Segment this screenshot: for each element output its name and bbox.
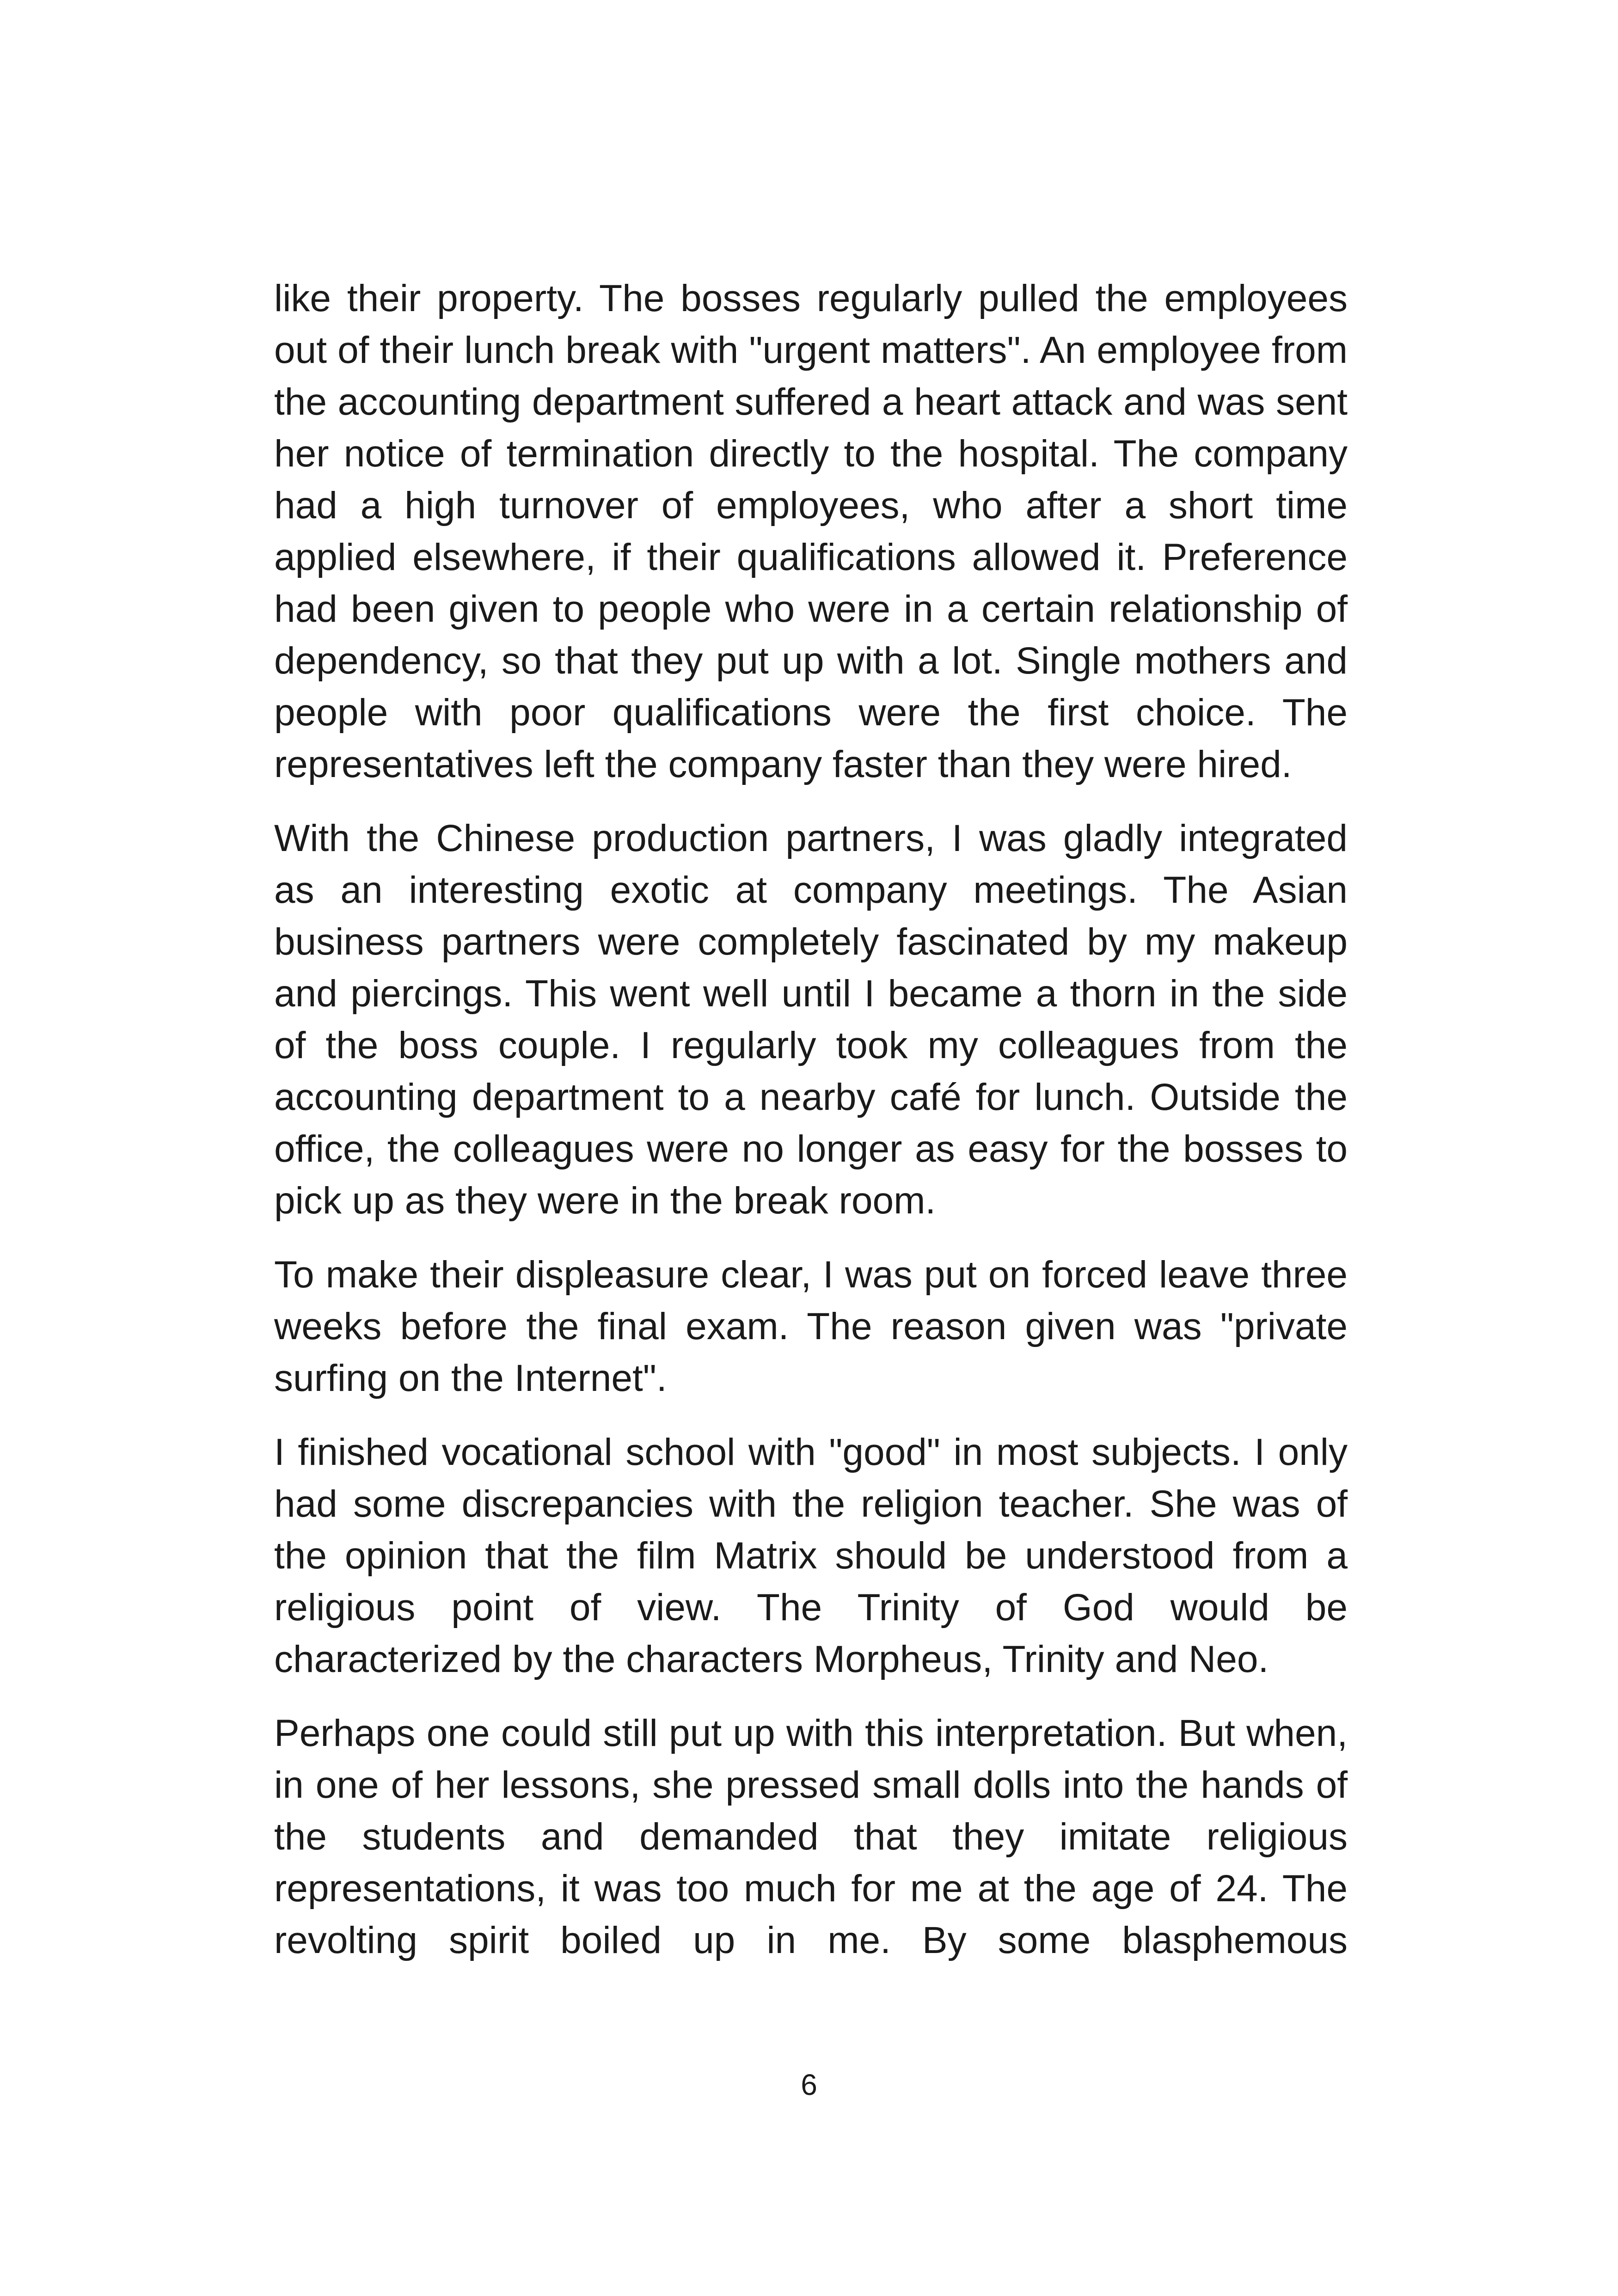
- paragraph-5: Perhaps one could still put up with this interpretation. But when, in one of her lessons, she pressed small dolls into the hands of the students and demanded that they imitate religious representations, it was too much for me at the age of 24. The revolting spirit boiled up in me. By some blasphemous: [274, 1712, 1348, 1961]
- page-number: 6: [801, 2068, 817, 2101]
- paragraph-3: To make their displeasure clear, I was put on forced leave three weeks before the final exam. The reason given was "private surfing on the Internet".: [274, 1254, 1348, 1399]
- paragraph-2: With the Chinese production partners, I was gladly integrated as an interesting exotic at company meetings. The Asian business partners were completely fascinated by my makeup and piercings. This went well until I became a thorn in the side of the boss couple. I regularly took my colleagues from the accounting department to a nearby café for lunch. Outside the office, the colleagues were no longer as easy for the bosses to pick up as they were in the break room.: [274, 817, 1348, 1222]
- paragraph-4: I finished vocational school with "good" in most subjects. I only had some discrepancies with the religion teacher. She was of the opinion that the film Matrix should be understood from a religious point of view. The Trinity of God would be characterized by the characters Morpheus, Trinity and Neo.: [274, 1431, 1348, 1680]
- body-text: [274, 273, 1348, 1966]
- paragraph-1: like their property. The bosses regularly pulled the employees out of their lunch break with "urgent matters". An employee from the accounting department suffered a heart attack and was sent her notice of termination directly to the hospital. The company had a high turnover of employees, who after a short time applied elsewhere, if their qualifications allowed it. Preference had been given to people who were in a certain relationship of dependency, so that they put up with a lot. Single mothers and people with poor qualifications were the first choice. The representatives left the company faster than they were hired.: [274, 277, 1348, 785]
